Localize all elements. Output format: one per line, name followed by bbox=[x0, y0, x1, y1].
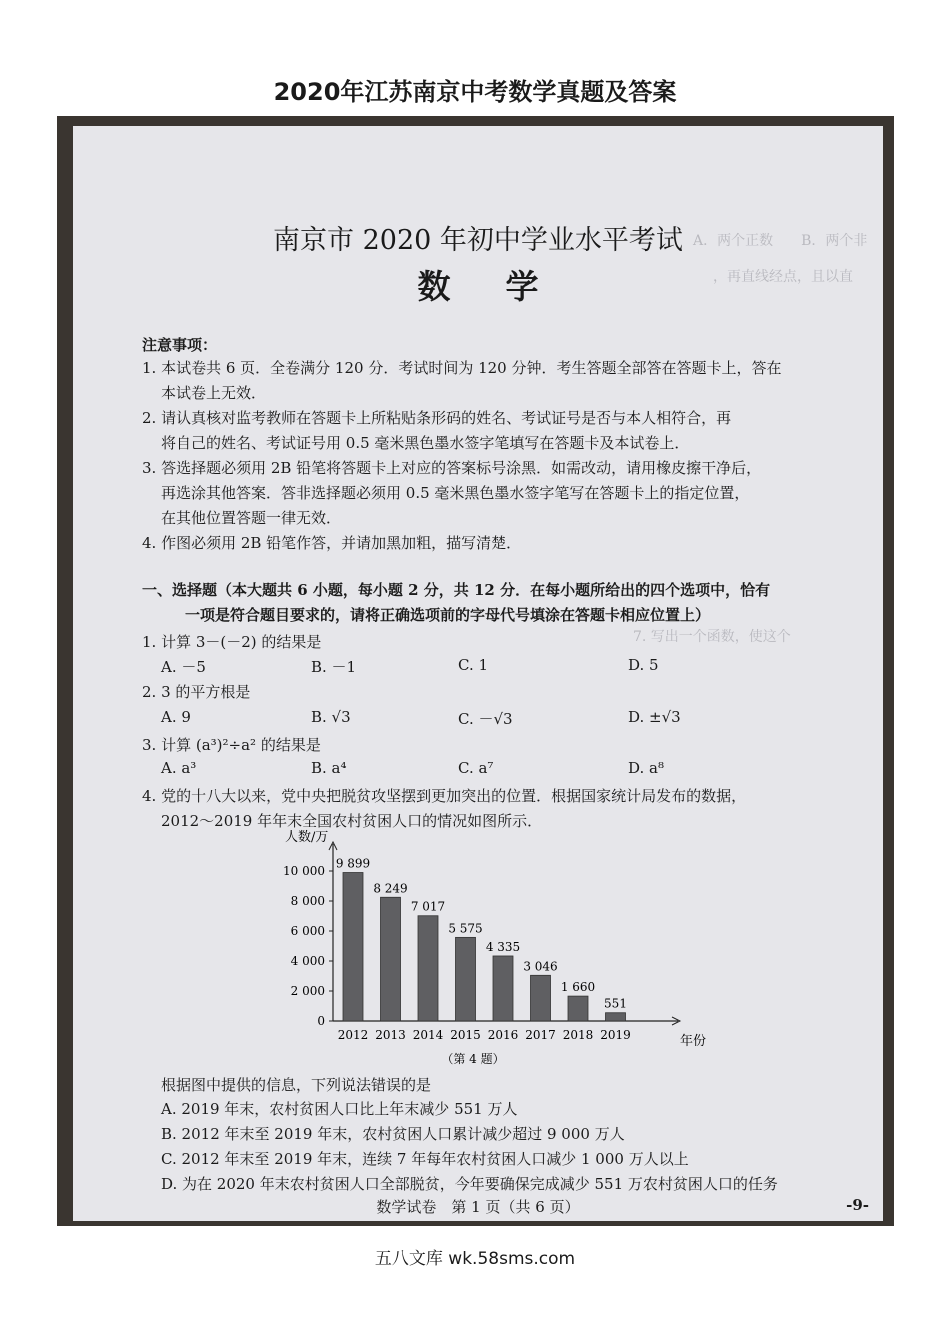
site-watermark: 五八文库 wk.58sms.com bbox=[374, 1249, 576, 1269]
page-footer: 数学试卷 第 1 页（共 6 页） bbox=[376, 1198, 580, 1216]
x-tick-label: 2012 bbox=[337, 1028, 369, 1042]
chart-caption: （第 4 题） bbox=[441, 1052, 505, 1066]
bar-value-label: 3 046 bbox=[523, 959, 558, 974]
bar-value-label: 5 575 bbox=[448, 921, 483, 936]
x-axis-label: 年份 bbox=[680, 1034, 707, 1049]
notice-line: 本试卷上无效． bbox=[161, 384, 267, 402]
x-tick-label: 2016 bbox=[487, 1028, 519, 1042]
notice-line: 再选涂其他答案．答非选择题必须用 0.5 毫米黑色墨水签字笔写在答题卡上的指定位置， bbox=[161, 484, 750, 502]
bleed-through-text: ，再直线经点，且以直 bbox=[713, 269, 853, 285]
y-tick-label: 6 000 bbox=[290, 924, 325, 938]
exam-paper bbox=[73, 126, 883, 1221]
bar-value-label: 8 249 bbox=[373, 881, 408, 896]
bar bbox=[531, 975, 551, 1021]
x-tick-label: 2014 bbox=[412, 1028, 444, 1042]
question-3-option-d: D. a⁸ bbox=[628, 759, 664, 777]
question-4-option-b: B. 2012 年末至 2019 年末，农村贫困人口累计减少超过 9 000 万人 bbox=[161, 1125, 625, 1143]
notice-line: 1. 本试卷共 6 页．全卷满分 120 分．考试时间为 120 分钟．考生答题全部答在答题卡上，答在 bbox=[142, 359, 782, 377]
section-heading-cont: 一项是符合题目要求的，请将正确选项前的字母代号填涂在答题卡相应位置上） bbox=[185, 606, 711, 624]
question-1-option-c: C. 1 bbox=[458, 656, 489, 674]
section-heading: 一、选择题（本大题共 6 小题，每小题 2 分，共 12 分．在每小题所给出的四个选项中，恰有 bbox=[142, 581, 771, 599]
bar bbox=[568, 996, 588, 1021]
x-tick-label: 2017 bbox=[525, 1028, 556, 1042]
page-number: -9- bbox=[846, 1196, 869, 1214]
question-4-option-d: D. 为在 2020 年末农村贫困人口全部脱贫，今年要确保完成减少 551 万农村贫困人口的任务 bbox=[161, 1175, 778, 1193]
subject-title: 数学 bbox=[417, 267, 594, 306]
x-tick-label: 2013 bbox=[375, 1028, 406, 1042]
question-2-option-c: C. －√3 bbox=[458, 710, 513, 728]
exam-title: 南京市 2020 年初中学业水平考试 bbox=[273, 225, 683, 256]
notice-line: 4. 作图必须用 2B 铅笔作答，并请加黑加粗，描写清楚． bbox=[142, 534, 522, 552]
document-title: 2020年江苏南京中考数学真题及答案 bbox=[273, 78, 677, 106]
y-tick-label: 0 bbox=[317, 1014, 325, 1028]
bar bbox=[456, 937, 476, 1021]
bar-value-label: 9 899 bbox=[335, 856, 371, 871]
x-tick-label: 2015 bbox=[450, 1028, 481, 1042]
question-4-option-a: A. 2019 年末，农村贫困人口比上年末减少 551 万人 bbox=[161, 1100, 518, 1118]
question-1-option-d: D. 5 bbox=[628, 656, 659, 674]
notice-line: 3. 答选择题必须用 2B 铅笔将答题卡上对应的答案标号涂黑．如需改动，请用橡皮擦干净后， bbox=[142, 459, 762, 477]
bar-chart bbox=[253, 826, 713, 1066]
bleed-through-text: A．两个正数 B．两个非 bbox=[693, 233, 868, 249]
question-4-stem: 4. 党的十八大以来，党中央把脱贫攻坚摆到更加突出的位置．根据国家统计局发布的数据， bbox=[142, 787, 747, 805]
bar-value-label: 551 bbox=[604, 996, 627, 1011]
question-3-option-a: A. a³ bbox=[161, 759, 197, 777]
notice-line: 2. 请认真核对监考教师在答题卡上所粘贴条形码的姓名、考试证号是否与本人相符合，再 bbox=[142, 409, 732, 427]
bar bbox=[493, 956, 513, 1021]
question-1-option-b: B. －1 bbox=[311, 658, 357, 676]
question-3-stem: 3. 计算 (a³)²÷a² 的结果是 bbox=[142, 736, 321, 754]
x-tick-label: 2019 bbox=[600, 1028, 631, 1042]
bar-value-label: 4 335 bbox=[485, 939, 521, 954]
bar bbox=[381, 897, 401, 1021]
y-tick-label: 2 000 bbox=[290, 984, 325, 998]
bar-value-label: 1 660 bbox=[560, 980, 596, 995]
bar bbox=[606, 1013, 626, 1021]
exam-photo bbox=[57, 116, 894, 1226]
notice-line: 将自己的姓名、考试证号用 0.5 毫米黑色墨水签字笔填写在答题卡及本试卷上． bbox=[161, 434, 690, 452]
y-tick-label: 4 000 bbox=[290, 954, 325, 968]
question-3-option-b: B. a⁴ bbox=[311, 759, 347, 777]
bar bbox=[343, 873, 363, 1021]
question-3-option-c: C. a⁷ bbox=[458, 759, 494, 777]
bar-value-label: 7 017 bbox=[410, 899, 446, 914]
question-4-question: 根据图中提供的信息，下列说法错误的是 bbox=[161, 1076, 432, 1094]
y-tick-label: 8 000 bbox=[290, 894, 325, 908]
question-4-stem-cont: 2012～2019 年年末全国农村贫困人口的情况如图所示． bbox=[161, 812, 543, 830]
bleed-through-text: 7. 写出一个函数，使这个 bbox=[633, 629, 791, 645]
question-1-option-a: A. －5 bbox=[161, 658, 206, 676]
question-1-stem: 1. 计算 3－(－2) 的结果是 bbox=[142, 633, 322, 651]
bar bbox=[418, 916, 438, 1021]
y-axis-label: 人数/万 bbox=[285, 830, 329, 845]
question-2-option-b: B. √3 bbox=[311, 708, 351, 726]
notice-heading: 注意事项： bbox=[142, 336, 218, 354]
notice-line: 在其他位置答题一律无效． bbox=[161, 509, 342, 527]
question-2-option-a: A. 9 bbox=[161, 708, 191, 726]
x-tick-label: 2018 bbox=[562, 1028, 594, 1042]
y-tick-label: 10 000 bbox=[283, 864, 325, 878]
question-2-stem: 2. 3 的平方根是 bbox=[142, 683, 251, 701]
question-4-option-c: C. 2012 年末至 2019 年末，连续 7 年每年农村贫困人口减少 1 000 万人以上 bbox=[161, 1150, 689, 1168]
question-2-option-d: D. ±√3 bbox=[628, 708, 681, 726]
